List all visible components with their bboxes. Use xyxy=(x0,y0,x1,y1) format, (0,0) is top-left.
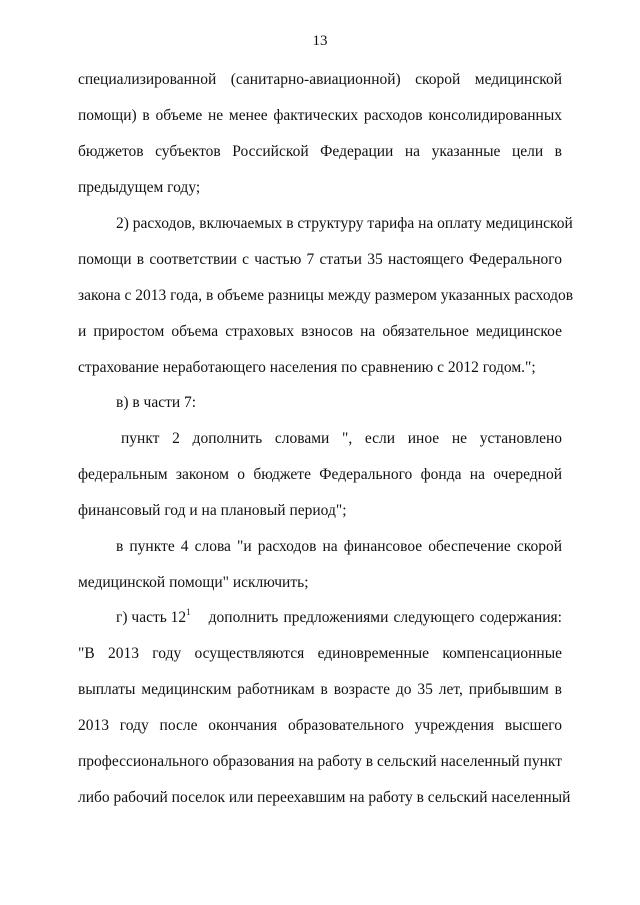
text-line: страхование неработающего населения по сравнению с 2012 годом."; xyxy=(78,359,536,376)
text-line: финансовый год и на плановый период"; xyxy=(78,502,347,519)
text-line: помощи в соответствии с частью 7 статьи 35 настоящего Федерального xyxy=(78,251,562,268)
text-fragment-part: г) часть 12 xyxy=(116,609,187,626)
text-line: федеральным законом о бюджете Федерального фонда на очередной xyxy=(78,466,562,483)
text-line: 2) расходов, включаемых в структуру тарифа на оплату медицинской xyxy=(116,215,573,232)
text-line: предыдущем году; xyxy=(78,179,201,196)
text-fragment: дополнить предложениями следующего содержания: xyxy=(208,609,562,626)
text-line: в) в части 7: xyxy=(116,394,197,411)
text-line: "В 2013 году осуществляются единовременные компенсационные xyxy=(78,645,562,662)
text-line: и приростом объема страховых взносов на обязательное медицинское xyxy=(78,323,562,340)
text-line: специализированной (санитарно-авиационной) скорой медицинской xyxy=(78,71,562,88)
text-line: закона с 2013 года, в объеме разницы между размером указанных расходов xyxy=(78,287,574,304)
text-line: профессионального образования на работу в сельский населенный пункт xyxy=(78,753,562,770)
text-line xyxy=(116,608,562,628)
superscript: 1 xyxy=(186,606,191,617)
text-line: медицинской помощи" исключить; xyxy=(78,574,309,591)
text-line: либо рабочий поселок или переехавшим на работу в сельский населенный xyxy=(78,789,571,806)
text-line: помощи) в объеме не менее фактических расходов консолидированных xyxy=(78,107,562,124)
page-number: 13 xyxy=(312,33,328,49)
text-line: выплаты медицинским работникам в возрасте до 35 лет, прибывшим в xyxy=(78,681,562,698)
text-fragment xyxy=(116,608,191,628)
text-line: пункт 2 дополнить словами ", если иное не установлено xyxy=(121,430,562,447)
text-line: бюджетов субъектов Российской Федерации на указанные цели в xyxy=(78,143,562,160)
text-line: 2013 году после окончания образовательного учреждения высшего xyxy=(78,717,562,734)
text-line: в пункте 4 слова "и расходов на финансовое обеспечение скорой xyxy=(116,538,562,555)
